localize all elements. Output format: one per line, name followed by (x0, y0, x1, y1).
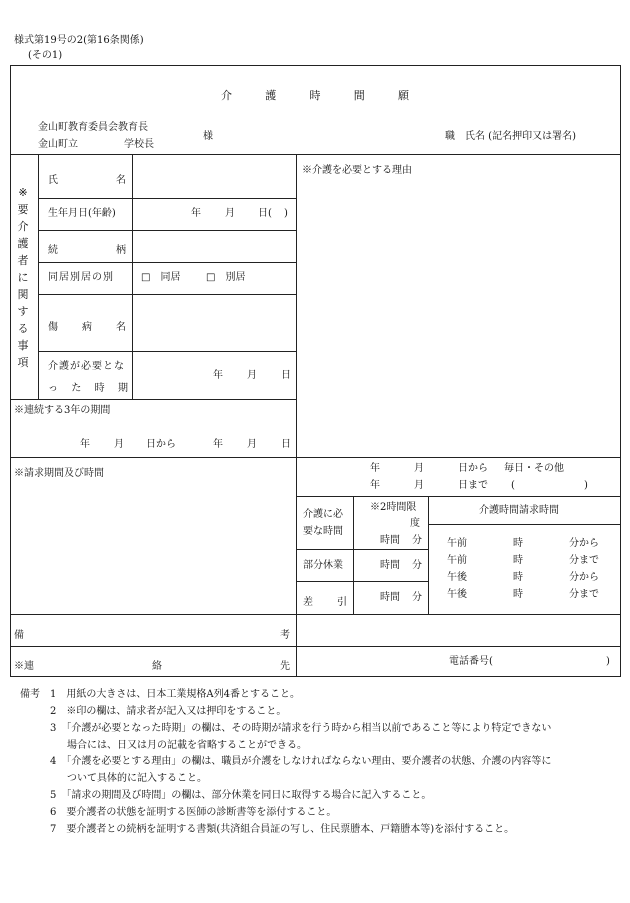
request-row2-to: 日まで (458, 480, 488, 491)
request-row2-month: 月 (414, 480, 424, 491)
diff-hours: 時間 (380, 592, 400, 603)
period3y-from-year: 年 (80, 439, 90, 450)
cohabit-option-together[interactable]: □ 同居 (141, 272, 181, 283)
dob-close: ) (284, 208, 288, 219)
diff-minutes: 分 (412, 592, 422, 603)
care-start-label-line2: っ た 時 期 (48, 383, 128, 394)
time4-period: 午後 (447, 589, 467, 600)
request-frequency: 毎日・その他 (504, 463, 564, 474)
period3y-from-day: 日から (146, 439, 176, 450)
time1-minute: 分から (569, 538, 599, 549)
request-other-close: ) (584, 480, 588, 491)
note-7: 7 要介護者との続柄を証明する書類(共済組合員証の写し、住民票謄本、戸籍謄本等)を添付すること。 (50, 824, 515, 835)
request-row1-from: 日から (458, 463, 488, 474)
note-4: 4 「介護を必要とする理由」の欄は、職員が介護をしなければならない理由、要介護者の状態、介護の内容等に (50, 756, 552, 767)
addressee-honorific: 様 (203, 131, 213, 142)
period3y-to-year: 年 (213, 439, 223, 450)
phone-close: ) (606, 656, 610, 667)
care-start-day: 日 (281, 370, 291, 381)
time2-minute: 分まで (569, 555, 599, 566)
reason-label: ※介護を必要とする理由 (302, 165, 412, 176)
form-part: (その1) (28, 50, 63, 61)
note-1: 1 用紙の大きさは、日本工業規格A列4番とすること。 (50, 689, 300, 700)
cohabit-option-apart[interactable]: □ 別居 (206, 272, 246, 283)
addressee-line1: 金山町教育委員会教育長 (38, 122, 148, 133)
relation-field[interactable] (133, 231, 295, 261)
request-other-open: ( (511, 480, 515, 491)
care-start-label-line1: 介護が必要とな (48, 361, 125, 372)
notes-heading: 備考 (20, 689, 40, 700)
dob-month: 月 (225, 208, 235, 219)
request-row1-year: 年 (370, 463, 380, 474)
request-row1-month: 月 (414, 463, 424, 474)
partial-hours: 時間 (380, 560, 400, 571)
form-number: 様式第19号の2(第16条関係) (14, 35, 144, 46)
time3-minute: 分から (569, 572, 599, 583)
care-start-month: 月 (247, 370, 257, 381)
reason-field[interactable] (297, 180, 619, 456)
time3-hour: 時 (513, 572, 523, 583)
limit-minutes: 分 (412, 535, 422, 546)
time2-hour: 時 (513, 555, 523, 566)
note-4-cont: ついて具体的に記入すること。 (67, 773, 207, 784)
form-title: 介 護 時 間 願 (221, 89, 409, 102)
dob-year: 年 (191, 208, 201, 219)
time1-hour: 時 (513, 538, 523, 549)
relation-label: 続 柄 (48, 245, 126, 256)
remarks-label: 備 考 (14, 630, 290, 641)
partial-leave-label: 部分休業 (303, 560, 343, 571)
note-3: 3 「介護が必要となった時期」の欄は、その時期が請求を行う時から相当以前であること等により特定できない (50, 723, 552, 734)
request-time-header: 介護時間請求時間 (479, 505, 559, 516)
addressee-line2: 金山町立 (38, 139, 78, 150)
note-5: 5 「請求の期間及び時間」の欄は、部分休業を同日に取得する場合に記入すること。 (50, 790, 432, 801)
name-label: 氏 名 (48, 175, 126, 186)
time3-period: 午後 (447, 572, 467, 583)
dob-day: 日( (258, 208, 272, 219)
care-start-year: 年 (213, 370, 223, 381)
contact-label: ※連 絡 先 (14, 661, 290, 672)
time4-minute: 分まで (569, 589, 599, 600)
care-time-label-line2: 要な時間 (303, 526, 343, 537)
note-3-cont: 場合には、日又は月の記載を省略することができる。 (67, 740, 307, 751)
care-recipient-section-label: ※ 要 介 護 者 に 関 す る 事 項 (17, 186, 29, 369)
applicant-signature-label: 職 氏名 (記名押印又は署名) (445, 131, 576, 142)
limit-hours: 時間 (380, 535, 400, 546)
request-label: ※請求期間及び時間 (14, 468, 104, 479)
partial-minutes: 分 (412, 560, 422, 571)
note-2: 2 ※印の欄は、請求者が記入又は押印をすること。 (50, 706, 287, 717)
limit-label-line2: 度 (410, 518, 420, 529)
period3y-to-day: 日 (281, 439, 291, 450)
dob-label: 生年月日(年齢) (48, 208, 116, 219)
cohabit-label: 同居別居の別 (48, 272, 114, 283)
remarks-field[interactable] (297, 615, 619, 645)
illness-label: 傷 病 名 (48, 322, 126, 333)
care-time-label-line1: 介護に必 (303, 509, 343, 520)
illness-field[interactable] (133, 295, 295, 350)
note-6: 6 要介護者の状態を証明する医師の診断書等を添付すること。 (50, 807, 337, 818)
name-field[interactable] (133, 155, 295, 197)
period3y-label: ※連続する3年の期間 (14, 405, 111, 416)
addressee-school: 学校長 (124, 139, 154, 150)
period3y-to-month: 月 (247, 439, 257, 450)
phone-label: 電話番号( (449, 656, 493, 667)
time2-period: 午前 (447, 555, 467, 566)
period3y-from-month: 月 (114, 439, 124, 450)
request-row2-year: 年 (370, 480, 380, 491)
time4-hour: 時 (513, 589, 523, 600)
limit-label-line1: ※2時間限 (370, 502, 417, 513)
diff-label: 差 引 (303, 597, 347, 608)
time1-period: 午前 (447, 538, 467, 549)
